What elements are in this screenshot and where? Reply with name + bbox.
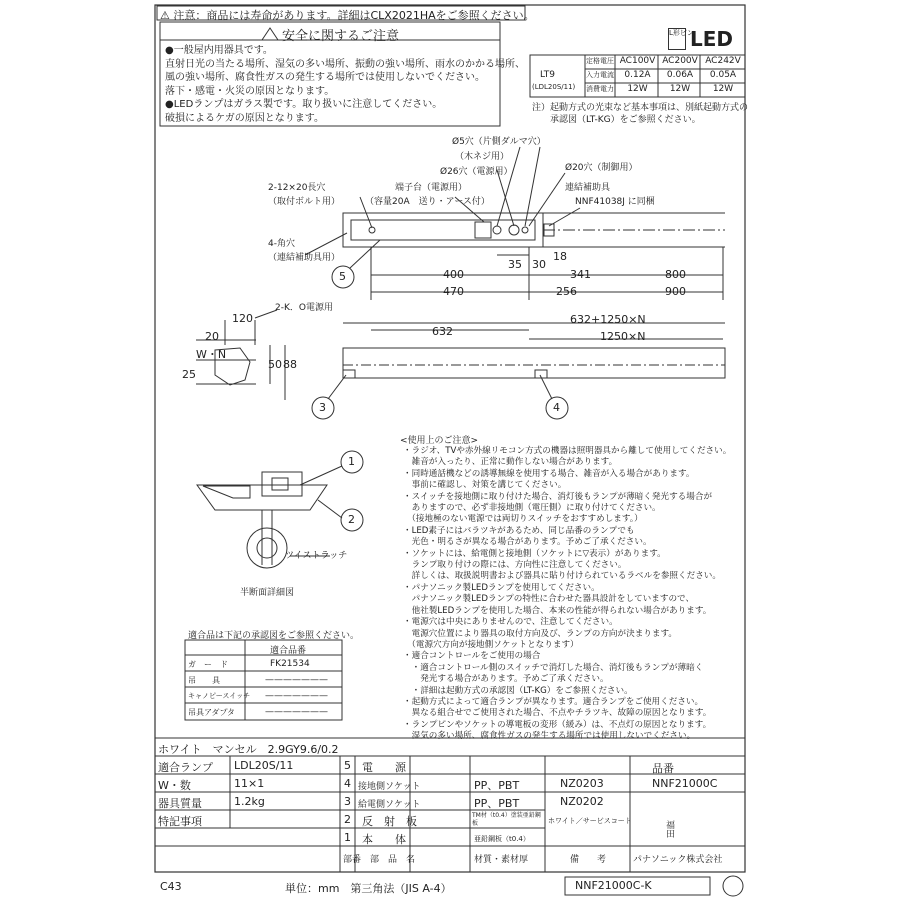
accessories-title: 適合品は下記の承認図をご参照ください。: [188, 631, 360, 641]
callout-5: 5: [339, 270, 346, 283]
usage-line: ありますので、必ず非接地側（電圧側）に取り付けてください。: [403, 503, 661, 514]
dim-341: 341: [570, 268, 591, 281]
dim-120: 120: [232, 312, 253, 325]
model-number: NNF21000C-K: [575, 879, 652, 892]
product-number: NNF21000C: [652, 777, 718, 790]
usage-line: 他社製LEDランプを使用した場合、本来の性能が得られない場合があります。: [403, 605, 712, 616]
usage-line: ・ラジオ、TVや赤外線リモコン方式の機器は照明器具から離して使用してください。: [403, 446, 732, 456]
acc-value: ———————: [265, 691, 328, 701]
dim-88: 88: [283, 358, 297, 371]
usage-line: 異なる組合せでご使用された場合、不点やチラツキ、故障の原因となります。: [403, 708, 712, 719]
usage-line: ・スイッチを接地側に取り付けた場合、消灯後もランプが薄暗く発光する場合が: [403, 491, 713, 502]
spec-row: [586, 84, 745, 98]
label-terminal-cap: （容量20A 送り・アース付）: [365, 197, 490, 207]
label-wood-screw: （木ネジ用）: [455, 152, 510, 162]
label-hole20: Ø20穴（制御用）: [565, 163, 638, 173]
spec-value: 1.2kg: [234, 795, 265, 808]
usage-line: ・起動方式によって適合ランプが異なります。適合ランプをご使用ください。: [403, 696, 704, 707]
usage-line: ・LED素子にはバラツキがあるため、同じ品番のランプでも: [403, 525, 635, 536]
spec-note-2: 承認図（LT-KG）をご参照ください。: [550, 115, 701, 125]
dim-50: 50: [268, 358, 282, 371]
part-no: 4: [344, 777, 351, 790]
usage-line: ・詳細は起動方式の承認図（LT-KG）をご参照ください。: [403, 685, 633, 696]
accessories-header: 適合品番: [270, 646, 307, 656]
dim-900: 900: [665, 285, 686, 298]
usage-title: <使用上のご注意>: [400, 436, 479, 446]
label-terminal: 端子台（電源用）: [395, 183, 468, 193]
usage-line: 光色・明るさが異なる場合があります。予めご了承ください。: [403, 537, 652, 548]
led-logo: LED: [690, 27, 734, 51]
part-note: ホワイト／サービスコート: [548, 817, 632, 825]
part-name: 反 射 板: [362, 815, 417, 828]
spec-row: [586, 70, 745, 84]
spec-label: 適合ランプ: [158, 761, 213, 774]
usage-line: 湿気の多い場所、腐食性ガスの発生する場所では使用しないでください。: [403, 731, 696, 742]
part-name: 本 体: [362, 833, 406, 846]
usage-line: ・適合コントロール側のスイッチで消灯した場合、消灯後もランプが薄暗く: [403, 662, 704, 673]
col-no: 部番: [343, 855, 362, 865]
label-hole26: Ø26穴（電源用）: [440, 167, 513, 177]
safety-line: 直射日光の当たる場所、湿気の多い場所、振動の強い場所、雨水のかかる場所、: [165, 58, 525, 70]
part-no: 5: [344, 759, 351, 772]
usage-line: ・ランプピンやソケットの導電板の変形（緩み）は、不点灯の原因となります。: [403, 719, 712, 730]
usage-line: ・電源穴は中央にありませんので、注意してください。: [403, 617, 618, 628]
part-code: NZ0203: [560, 777, 604, 790]
dim-25: 25: [182, 368, 196, 381]
acc-value: FK21534: [270, 659, 310, 669]
spec-label: 器具質量: [158, 797, 202, 810]
company: パナソニック株式会社: [633, 855, 723, 865]
author: 福田: [664, 820, 674, 838]
unit-scale: 単位：mm 第三角法（JIS A-4）: [285, 882, 452, 895]
callout-2: 2: [348, 513, 355, 526]
dim-18: 18: [553, 250, 567, 263]
usage-line: （電源穴方向が接地側ソケットとなります）: [403, 639, 579, 650]
part-material: TM材（t0.4）塗装亜鉛鋼板: [472, 812, 541, 827]
usage-line: ・同時通話機などの誘導無線を使用する場合、雑音が入る場合があります。: [403, 468, 695, 479]
usage-line: 詳しくは、取扱説明書および器具に貼り付けられているラベルを参照ください。: [403, 571, 721, 582]
safety-lines: [165, 44, 525, 125]
label-link-part: 連結補助具: [565, 183, 611, 193]
part-name: 接地側ソケット: [358, 782, 421, 792]
spec-value: LDL20S/11: [234, 759, 294, 772]
safety-line: 落下・感電・火災の原因となります。: [165, 85, 335, 97]
spec-lamp-sub: (LDL20S/11): [532, 83, 576, 91]
acc-name: 吊 具: [188, 676, 220, 685]
part-code: NZ0202: [560, 795, 604, 808]
dim-400: 400: [443, 268, 464, 281]
label-square: 4-角穴: [268, 239, 295, 249]
pin-badge: L形ピン: [668, 28, 686, 50]
dim-1250n: 1250×N: [600, 330, 646, 343]
spec-cell: AC242V: [705, 56, 741, 66]
dim-470: 470: [443, 285, 464, 298]
dim-256: 256: [556, 285, 577, 298]
spec-cell: 定格電圧: [586, 57, 614, 65]
usage-line: パナソニック製LEDランプの特性に合わせた器具設計をしていますので、: [403, 594, 695, 605]
spec-cell: 0.06A: [666, 70, 694, 80]
spec-cell: 消費電力: [586, 85, 614, 93]
part-name: 電 源: [362, 761, 406, 774]
safety-line: ●LEDランプはガラス製です。取り扱いに注意してください。: [165, 99, 443, 110]
safety-line: 風の強い場所、腐食性ガスの発生する場所では使用しないでください。: [165, 72, 485, 83]
safety-title: 安全に関するご注意: [282, 29, 400, 44]
dim-20: 20: [205, 330, 219, 343]
col-note: 備 考: [570, 855, 607, 865]
part-material: 亜鉛鋼板（t0.4）: [474, 835, 530, 843]
callout-4: 4: [553, 401, 560, 414]
callout-3: 3: [319, 401, 326, 414]
spec-grid: [586, 56, 745, 98]
dim-800: 800: [665, 268, 686, 281]
spec-lamp: LT9: [540, 70, 555, 80]
part-no: 3: [344, 795, 351, 808]
label-bolt: （取付ボルト用）: [268, 197, 341, 207]
dim-35: 35: [508, 258, 522, 271]
spec-cell: 12W: [669, 84, 691, 94]
usage-line: 発光する場合があります。予めご了承ください。: [403, 674, 609, 685]
usage-line: 事前に確認し、対策を講じてください。: [403, 480, 567, 491]
acc-name: ガ ー ド: [188, 660, 228, 669]
spec-cell: AC100V: [619, 56, 656, 66]
acc-value: ———————: [265, 675, 328, 685]
usage-line: 電源穴位置により器具の取付方向及び、ランプの方向が決まります。: [403, 628, 677, 639]
part-no: 2: [344, 813, 351, 826]
color-spec: ホワイト マンセル 2.9GY9.6/0.2: [158, 743, 339, 756]
label-section: 半断面詳細図: [240, 588, 295, 598]
usage-line: ランプ取り付けの際には、方向性に注意してください。: [403, 560, 627, 571]
part-material: PP、PBT: [474, 797, 520, 810]
col-material: 材質・素材厚: [474, 855, 529, 865]
spec-cell: 0.12A: [624, 70, 651, 80]
spec-label: 特記事項: [158, 815, 202, 828]
part-material: PP、PBT: [474, 779, 520, 792]
dim-30: 30: [532, 258, 546, 271]
spec-cell: 12W: [712, 84, 734, 94]
part-no: 1: [344, 831, 351, 844]
safety-line: ●一般屋内用器具です。: [165, 45, 273, 56]
label-ko: 2-K．O電源用: [275, 303, 333, 313]
spec-cell: 12W: [627, 84, 648, 94]
usage-line: ・適合コントロールをご使用の場合: [403, 651, 541, 662]
callout-1: 1: [348, 455, 355, 468]
label-link-model: NNF41038J に同梱: [575, 197, 655, 207]
usage-line: ・ソケットには、給電側と接地側（ソケットに▽表示）があります。: [403, 548, 666, 559]
label-hole5: Ø5穴（片側ダルマ穴）: [452, 137, 546, 147]
usage-line: ・パナソニック製LEDランプを使用してください。: [403, 582, 600, 593]
usage-notes: [403, 446, 731, 743]
spec-value: 11×1: [234, 777, 265, 790]
usage-line: 雑音が入ったり、正常に動作しない場合があります。: [403, 457, 618, 468]
label-twist: ツイストラッチ: [285, 551, 348, 561]
safety-line: 破損によるケガの原因となります。: [165, 112, 324, 124]
usage-line: （接地極のない電源では両切りスイッチをおすすめします。）: [403, 514, 643, 525]
label-slot: 2-12×20長穴: [268, 183, 326, 193]
part-name: 給電側ソケット: [358, 800, 421, 810]
acc-name: キャノピースイッチ: [188, 692, 251, 700]
dim-wn: W・N: [196, 348, 227, 361]
product-label: 品番: [652, 762, 674, 775]
col-name: 部 品 名: [370, 855, 416, 865]
drawing-code: C43: [160, 880, 182, 893]
notice-text: ⚠ 注意：商品には寿命があります。詳細はCLX2021HAをご参照ください。: [160, 9, 535, 22]
acc-name: 吊具アダプタ: [188, 708, 235, 717]
spec-cell: 入力電流: [586, 71, 614, 79]
spec-cell: AC200V: [662, 56, 698, 66]
dim-632: 632: [432, 325, 453, 338]
label-square-sub: （連結補助具用）: [268, 253, 341, 263]
dim-632n: 632+1250×N: [570, 313, 646, 326]
spec-label: W・数: [158, 779, 191, 792]
spec-cell: 0.05A: [709, 70, 737, 80]
spec-row: [586, 56, 745, 70]
spec-note-1: 注）起動方式の光束など基本事項は、別紙起動方式の: [532, 103, 749, 113]
acc-value: ———————: [265, 707, 328, 717]
